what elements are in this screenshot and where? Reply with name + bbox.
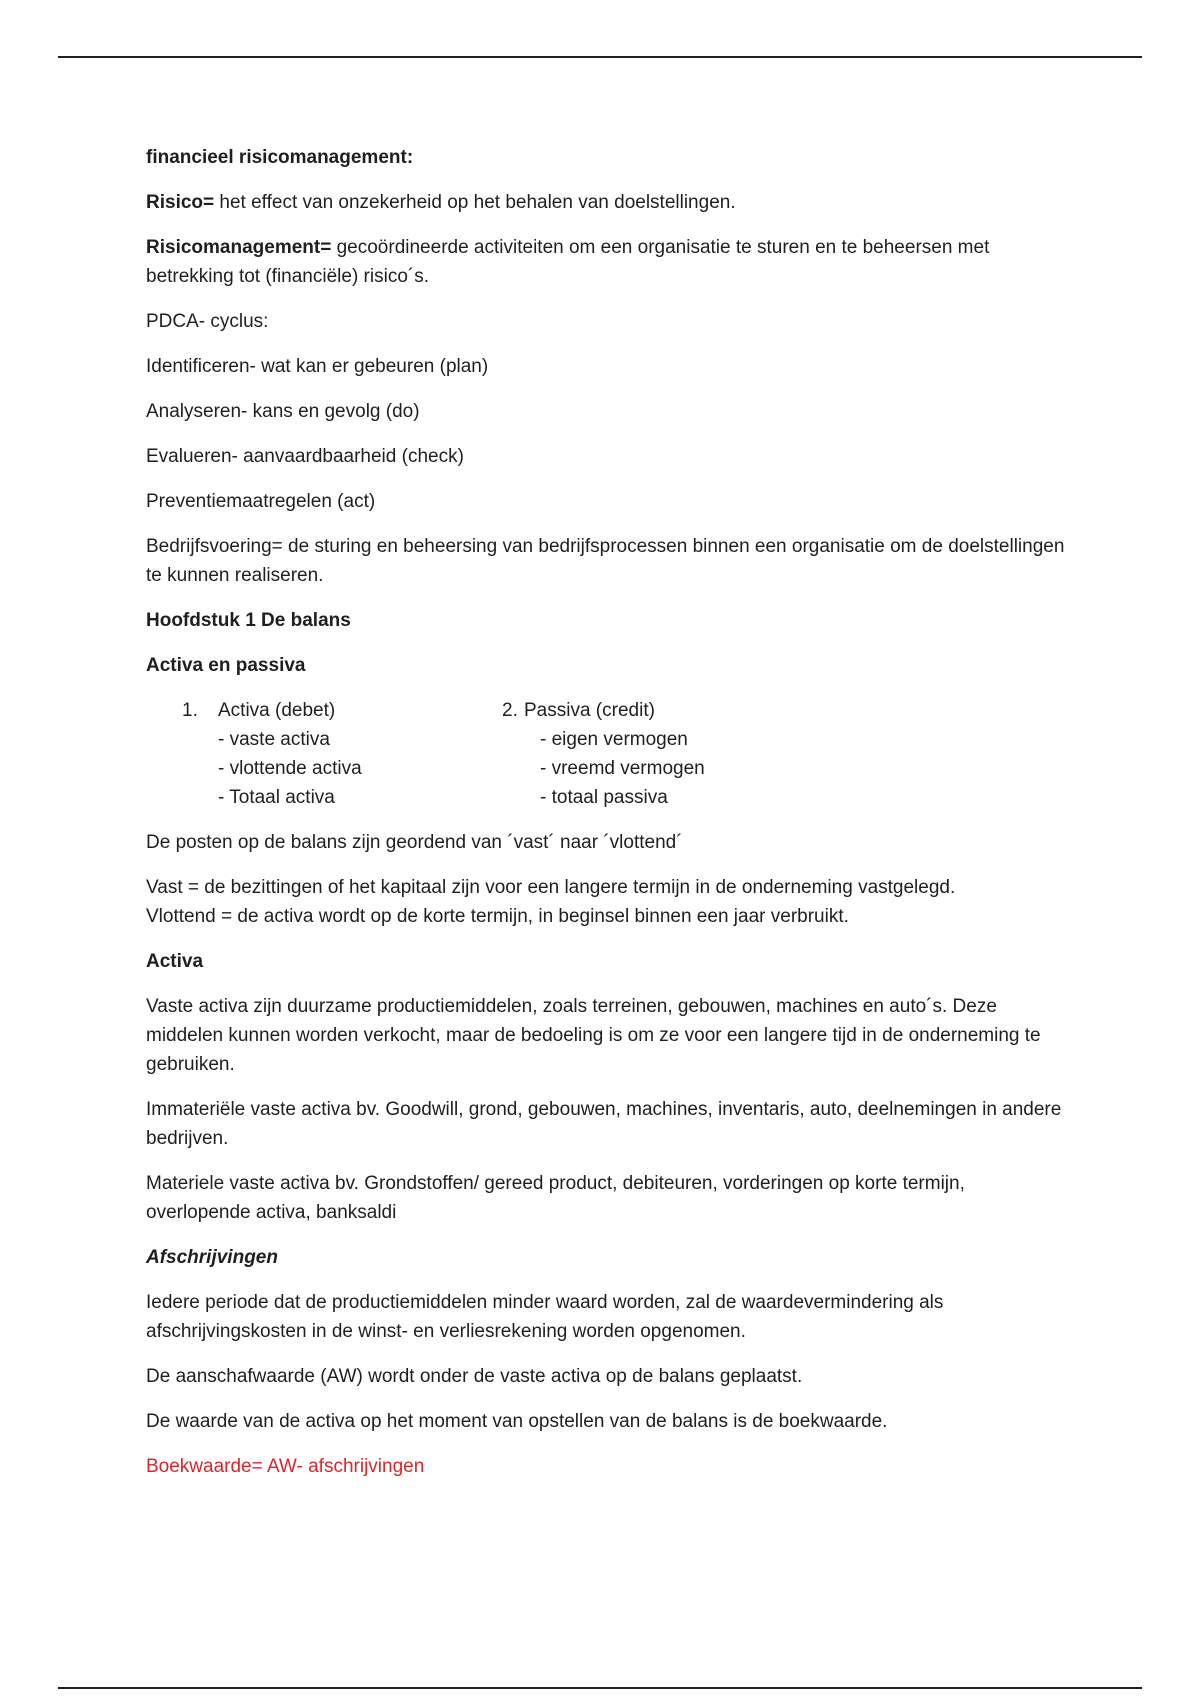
header-rule — [58, 56, 1142, 58]
vast-definition: Vast = de bezittingen of het kapitaal zijn voor een langere termijn in de onderneming vastgelegd. — [146, 877, 956, 898]
balance-list — [146, 696, 1066, 812]
pdca-step-check: Evalueren- aanvaardbaarheid (check) — [146, 446, 464, 467]
afschrijvingen-paragraph: Iedere periode dat de productiemiddelen minder waard worden, zal de waardevermindering als afschrijvingskosten in de winst- en verliesrekening worden opgenomen. — [146, 1292, 944, 1342]
posten-paragraph: De posten op de balans zijn geordend van ´vast´ naar ´vlottend´ — [146, 832, 683, 853]
passiva-list-number: 2. — [502, 700, 518, 721]
chapter-heading: Hoofdstuk 1 De balans — [146, 610, 351, 631]
document-title: financieel risicomanagement: — [146, 147, 414, 168]
footer-rule — [58, 1687, 1142, 1689]
document-body — [146, 143, 1066, 1497]
risicomanagement-text: gecoördineerde activiteiten om een organisatie te sturen en te beheersen met betrekking tot (financiële) risico´s. — [146, 237, 990, 287]
afschrijvingen-heading: Afschrijvingen — [146, 1247, 278, 1268]
materiele-paragraph: Materiele vaste activa bv. Grondstoffen/ gereed product, debiteuren, vorderingen op korte termijn, overlopende activa, banksaldi — [146, 1173, 965, 1223]
boekwaarde-paragraph: De waarde van de activa op het moment van opstellen van de balans is de boekwaarde. — [146, 1411, 888, 1432]
activa-passiva-heading: Activa en passiva — [146, 655, 306, 676]
vaste-activa-paragraph: Vaste activa zijn duurzame productiemiddelen, zoals terreinen, gebouwen, machines en auto´s. Deze middelen kunnen worden verkocht, maar de bedoeling is om ze voor een langere tijd in de onderneming te gebruiken. — [146, 996, 1041, 1075]
pdca-step-act: Preventiemaatregelen (act) — [146, 491, 376, 512]
list-item: - vreemd vermogen — [540, 758, 705, 779]
activa-heading: Activa — [146, 951, 204, 972]
activa-column-title: Activa (debet) — [218, 700, 336, 721]
immateriele-paragraph: Immateriële vaste activa bv. Goodwill, grond, gebouwen, machines, inventaris, auto, deelnemingen in andere bedrijven. — [146, 1099, 1062, 1149]
risicomanagement-term: Risicomanagement= — [146, 237, 332, 258]
bedrijfsvoering-definition: Bedrijfsvoering= de sturing en beheersing van bedrijfsprocessen binnen een organisatie om de doelstellingen te kunnen realiseren. — [146, 536, 1065, 586]
activa-list-number: 1. — [182, 700, 198, 721]
risico-term: Risico= — [146, 192, 215, 213]
list-item: - eigen vermogen — [540, 729, 688, 750]
pdca-step-do: Analyseren- kans en gevolg (do) — [146, 401, 420, 422]
list-item: - Totaal activa — [218, 787, 335, 808]
boekwaarde-formula: Boekwaarde= AW- afschrijvingen — [146, 1456, 425, 1477]
aanschafwaarde-paragraph: De aanschafwaarde (AW) wordt onder de vaste activa op de balans geplaatst. — [146, 1366, 803, 1387]
vast-vlottend-paragraph — [146, 873, 1066, 931]
pdca-step-plan: Identificeren- wat kan er gebeuren (plan) — [146, 356, 489, 377]
pdca-heading: PDCA- cyclus: — [146, 311, 269, 332]
activa-column — [146, 696, 502, 812]
passiva-column-title: Passiva (credit) — [524, 700, 655, 721]
risico-text: het effect van onzekerheid op het behalen van doelstellingen. — [214, 192, 736, 213]
risico-definition — [146, 188, 1066, 217]
passiva-column — [502, 696, 902, 812]
list-item: - totaal passiva — [540, 787, 668, 808]
list-item: - vlottende activa — [218, 758, 362, 779]
list-item: - vaste activa — [218, 729, 330, 750]
vlottend-definition: Vlottend = de activa wordt op de korte termijn, in beginsel binnen een jaar verbruikt. — [146, 906, 849, 927]
risicomanagement-definition — [146, 233, 1066, 291]
